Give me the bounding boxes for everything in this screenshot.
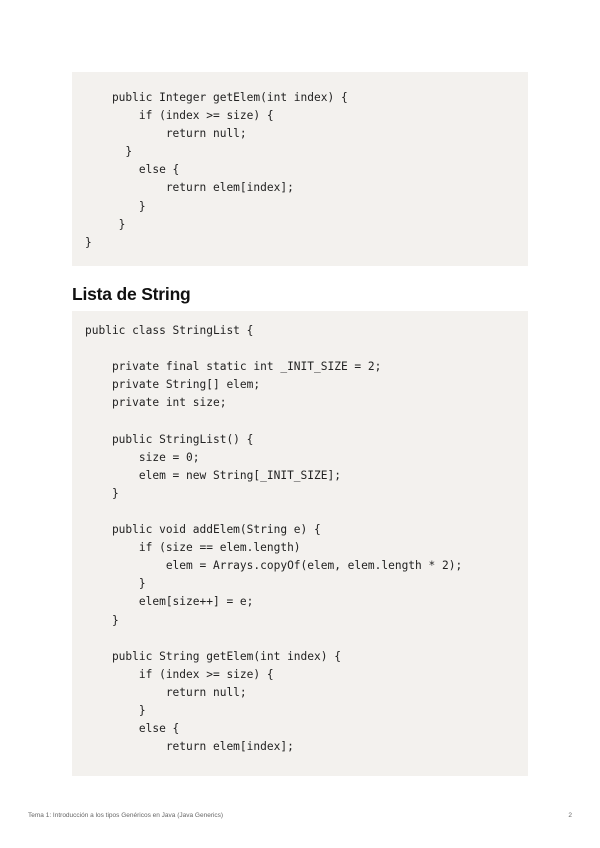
code-line: private int size; bbox=[85, 396, 227, 410]
code-block-getelem-integer bbox=[72, 72, 528, 266]
footer-text: Tema 1: Introducción a los tipos Genéricos en Java (Java Generics) bbox=[28, 812, 224, 819]
code-line: public Integer getElem(int index) { bbox=[85, 91, 348, 104]
code-line: private String[] elem; bbox=[85, 378, 261, 392]
code-block-stringlist bbox=[72, 311, 528, 776]
code-line bbox=[85, 503, 520, 521]
code-line: } bbox=[85, 613, 119, 627]
code-line: } bbox=[85, 145, 133, 159]
code-line: else { bbox=[85, 722, 180, 736]
code-line: if (index >= size) { bbox=[85, 667, 274, 681]
code-line: public void addElem(String e) { bbox=[85, 523, 321, 537]
code-line: } bbox=[85, 577, 146, 591]
code-line: public StringList() { bbox=[85, 432, 254, 446]
page-number: 2 bbox=[568, 812, 572, 819]
code-line: elem[size++] = e; bbox=[85, 595, 254, 609]
code-line: public String getElem(int index) { bbox=[85, 649, 341, 663]
code-line: else { bbox=[85, 163, 180, 177]
code-line: elem = Arrays.copyOf(elem, elem.length * 2); bbox=[85, 559, 463, 573]
code-line: size = 0; bbox=[85, 450, 200, 464]
code-line: } bbox=[85, 217, 126, 231]
code-line: private final static int _INIT_SIZE = 2; bbox=[85, 360, 382, 374]
section-heading: Lista de String bbox=[72, 284, 191, 304]
code-line: public class StringList { bbox=[85, 324, 254, 337]
code-line: return elem[index]; bbox=[85, 740, 294, 754]
code-line: } bbox=[85, 703, 146, 717]
code-line: elem = new String[_INIT_SIZE]; bbox=[85, 468, 341, 482]
code-line: return null; bbox=[85, 685, 247, 699]
code-line: } bbox=[85, 199, 146, 213]
code-line: return elem[index]; bbox=[85, 181, 294, 195]
code-line bbox=[85, 630, 520, 648]
code-line: if (index >= size) { bbox=[85, 109, 274, 123]
code-line: } bbox=[85, 235, 92, 249]
code-line: return null; bbox=[85, 127, 247, 141]
code-line: if (size == elem.length) bbox=[85, 541, 301, 555]
code-line: } bbox=[85, 486, 119, 500]
code-line bbox=[85, 412, 520, 430]
code-line bbox=[85, 340, 520, 358]
